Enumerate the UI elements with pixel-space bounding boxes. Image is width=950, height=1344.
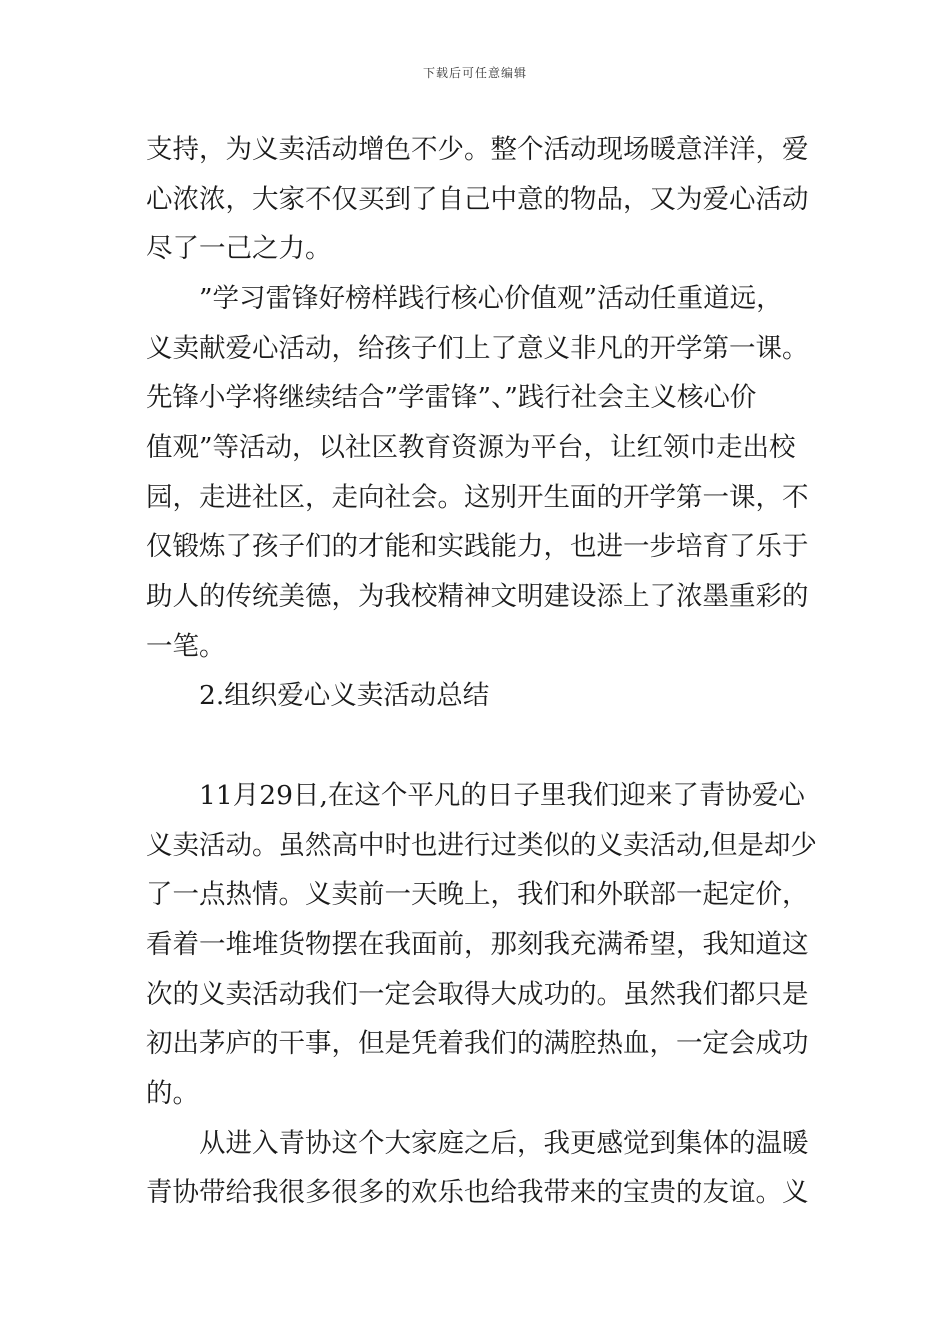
text-line: 义卖活动。虽然高中时也进行过类似的义卖活动,但是却少 xyxy=(146,830,817,861)
text-line: ”学习雷锋好榜样践行核心价值观”活动任重道远， xyxy=(199,283,783,314)
text-line: 青协带给我很多很多的欢乐也给我带来的宝贵的友谊。义 xyxy=(146,1177,809,1208)
text-line: 心浓浓，大家不仅买到了自己中意的物品，又为爱心活动 xyxy=(146,184,809,215)
text-line: 初出茅庐的干事，但是凭着我们的满腔热血，一定会成功 xyxy=(146,1028,809,1059)
text-line: 从进入青协这个大家庭之后，我更感觉到集体的温暖 xyxy=(199,1128,809,1159)
text-line: 尽了一己之力。 xyxy=(146,233,332,264)
page-header: 下载后可任意编辑 xyxy=(422,66,527,80)
text-line: 次的义卖活动我们一定会取得大成功的。虽然我们都只是 xyxy=(146,979,809,1010)
text-line: 园，走进社区，走向社会。这别开生面的开学第一课，不 xyxy=(146,482,809,513)
section-heading: 2.组织爱心义卖活动总结 xyxy=(199,680,490,711)
text-line: 11月29日,在这个平凡的日子里我们迎来了青协爱心 xyxy=(199,780,805,811)
text-line: 仅锻炼了孩子们的才能和实践能力，也进一步培育了乐于 xyxy=(146,531,809,562)
text-line: 了一点热情。义卖前一天晚上，我们和外联部一起定价， xyxy=(146,879,809,910)
text-line: 看着一堆堆货物摆在我面前，那刻我充满希望，我知道这 xyxy=(146,929,809,960)
text-line: 一笔。 xyxy=(146,631,226,662)
text-line: 义卖献爱心活动，给孩子们上了意义非凡的开学第一课。 xyxy=(146,333,809,364)
text-line: 值观”等活动，以社区教育资源为平台，让红领巾走出校 xyxy=(146,432,796,463)
text-line: 的。 xyxy=(146,1078,199,1109)
text-line: 支持，为义卖活动增色不少。整个活动现场暖意洋洋，爱 xyxy=(146,134,809,165)
text-line: 助人的传统美德，为我校精神文明建设添上了浓墨重彩的 xyxy=(146,581,809,612)
text-line: 先锋小学将继续结合”学雷锋”、”践行社会主义核心价 xyxy=(146,382,757,413)
